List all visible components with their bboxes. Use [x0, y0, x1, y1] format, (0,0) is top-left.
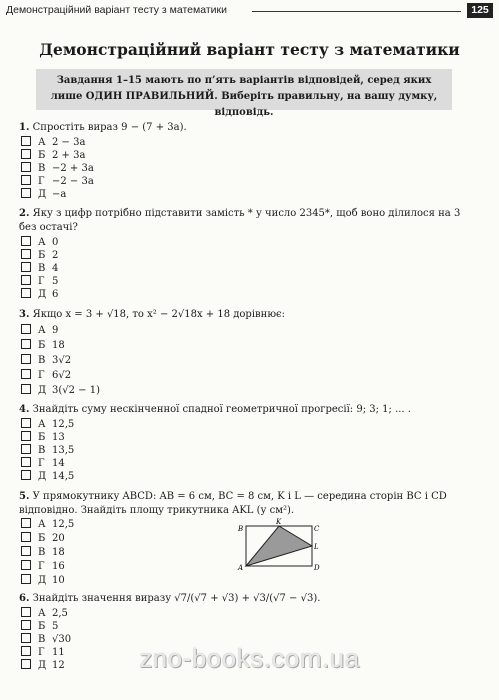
option-5a[interactable]: А 12,5: [21, 518, 74, 531]
option-6b[interactable]: Б 5: [21, 620, 58, 633]
checkbox[interactable]: [21, 384, 31, 394]
option-1b[interactable]: Б 2 + 3a: [21, 149, 85, 162]
question-number: 6.: [19, 593, 30, 604]
checkbox[interactable]: [21, 431, 31, 441]
page-title: Демонстраційний варіант тесту з математики: [39, 40, 460, 59]
option-2d[interactable]: Г 5: [21, 275, 58, 288]
watermark: zno-books.com.ua: [139, 643, 360, 673]
option-2b[interactable]: Б 2: [21, 249, 58, 262]
checkbox[interactable]: [21, 546, 31, 556]
option-6d[interactable]: Г 11: [21, 646, 65, 659]
question-text: Якщо x = 3 + √18, то x² − 2√18x + 18 дорівнює:: [32, 309, 285, 320]
option-1e[interactable]: Д −a: [21, 188, 66, 201]
option-5d[interactable]: Г 16: [21, 560, 65, 573]
checkbox[interactable]: [21, 354, 31, 364]
question-3: [19, 308, 479, 322]
question-text: Яку з цифр потрібно підставити замість * у число 2345*, щоб воно ділилося на 3 без остачі?: [19, 208, 461, 233]
checkbox[interactable]: [21, 149, 31, 159]
label-c: C: [314, 525, 320, 533]
option-4b[interactable]: Б 13: [21, 431, 65, 444]
checkbox[interactable]: [21, 518, 31, 528]
checkbox[interactable]: [21, 532, 31, 542]
label-a: A: [238, 564, 244, 572]
checkbox[interactable]: [21, 369, 31, 379]
question-6: [19, 592, 479, 606]
checkbox[interactable]: [21, 418, 31, 428]
option-3e[interactable]: Д 3(√2 − 1): [21, 384, 100, 397]
option-5c[interactable]: В 18: [21, 546, 65, 559]
checkbox[interactable]: [21, 288, 31, 298]
checkbox[interactable]: [21, 620, 31, 630]
option-3c[interactable]: В 3√2: [21, 354, 71, 367]
question-text: Спростіть вираз 9 − (7 + 3a).: [32, 122, 187, 133]
option-2a[interactable]: А 0: [21, 236, 58, 249]
question-number: 2.: [19, 208, 30, 219]
running-header: [6, 3, 493, 19]
instructions-box: Завдання 1–15 мають по п’ять варіантів відповідей, серед яких лише ОДИН ПРАВИЛЬНИЙ. Виберіть правильну, на вашу думку, відповідь.: [36, 69, 452, 110]
checkbox[interactable]: [21, 574, 31, 584]
checkbox[interactable]: [21, 188, 31, 198]
checkbox[interactable]: [21, 633, 31, 643]
checkbox[interactable]: [21, 136, 31, 146]
question-number: 3.: [19, 309, 30, 320]
option-1c[interactable]: В −2 + 3a: [21, 162, 94, 175]
checkbox[interactable]: [21, 560, 31, 570]
checkbox[interactable]: [21, 444, 31, 454]
option-2e[interactable]: Д 6: [21, 288, 58, 301]
running-title: Демонстраційний варіант тесту з математики: [6, 4, 227, 16]
triangle-akl: [246, 526, 312, 566]
option-2c[interactable]: В 4: [21, 262, 58, 275]
option-3b[interactable]: Б 18: [21, 339, 65, 352]
option-6c[interactable]: В √30: [21, 633, 71, 646]
checkbox[interactable]: [21, 470, 31, 480]
checkbox[interactable]: [21, 236, 31, 246]
option-3a[interactable]: А 9: [21, 324, 58, 337]
option-4a[interactable]: А 12,5: [21, 418, 74, 431]
option-6e[interactable]: Д 12: [21, 659, 65, 672]
checkbox[interactable]: [21, 162, 31, 172]
question-5: [19, 490, 459, 518]
option-3d[interactable]: Г 6√2: [21, 369, 71, 382]
label-d: D: [314, 564, 320, 572]
question-text: Знайдіть значення виразу √7/(√7 + √3) + √3/(√7 − √3).: [32, 593, 321, 604]
question-text: У прямокутнику ABCD: AB = 6 см, BC = 8 см, K і L — середина сторін BC і CD відповідно. Знайдіть площу трикутника AKL (у см²).: [19, 491, 447, 516]
option-1d[interactable]: Г −2 − 3a: [21, 175, 94, 188]
label-l: L: [314, 543, 319, 551]
option-4c[interactable]: В 13,5: [21, 444, 74, 457]
question-1: [19, 121, 479, 135]
checkbox[interactable]: [21, 175, 31, 185]
option-5b[interactable]: Б 20: [21, 532, 65, 545]
label-b: B: [238, 525, 244, 533]
option-5e[interactable]: Д 10: [21, 574, 65, 587]
option-4d[interactable]: Г 14: [21, 457, 65, 470]
option-1a[interactable]: А 2 − 3a: [21, 136, 85, 149]
question-4: [19, 403, 479, 417]
question-number: 4.: [19, 404, 30, 415]
label-k: K: [276, 518, 282, 526]
question-number: 1.: [19, 122, 30, 133]
checkbox[interactable]: [21, 607, 31, 617]
option-4e[interactable]: Д 14,5: [21, 470, 74, 483]
checkbox[interactable]: [21, 457, 31, 467]
checkbox[interactable]: [21, 339, 31, 349]
checkbox[interactable]: [21, 324, 31, 334]
question-number: 5.: [19, 491, 30, 502]
checkbox[interactable]: [21, 275, 31, 285]
checkbox[interactable]: [21, 262, 31, 272]
option-6a[interactable]: А 2,5: [21, 607, 68, 620]
question-2: [19, 207, 464, 235]
checkbox[interactable]: [21, 249, 31, 259]
page-number: 125: [467, 3, 493, 18]
header-rule: [252, 11, 461, 12]
question-text: Знайдіть суму нескінченної спадної геометричної прогресії: 9; 3; 1; ... .: [32, 404, 411, 415]
rectangle-diagram: [230, 518, 322, 574]
